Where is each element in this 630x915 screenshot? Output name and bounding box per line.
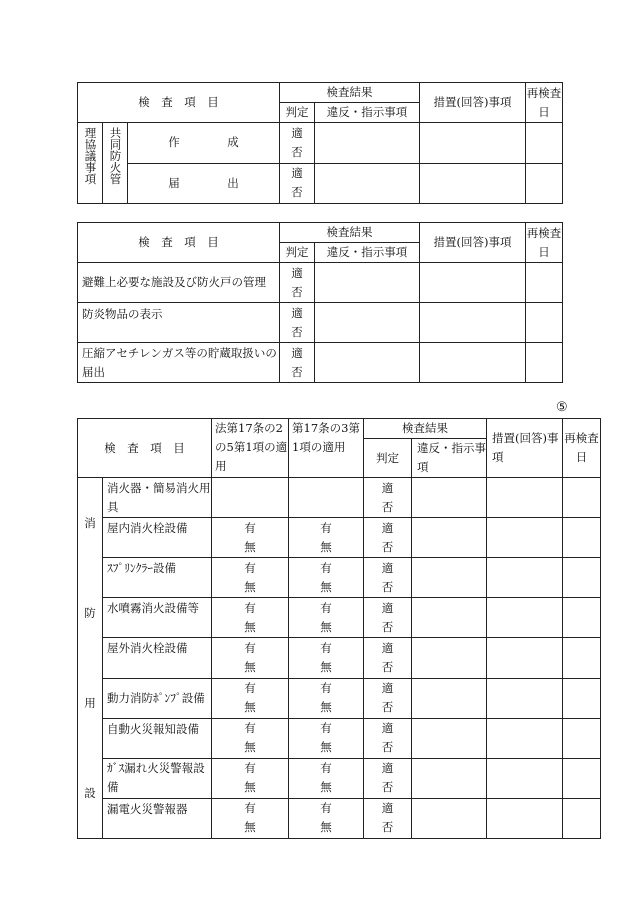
table-row bbox=[78, 758, 601, 798]
header-judgement: 判定 bbox=[280, 103, 315, 123]
law17-3-extinguisher bbox=[289, 478, 364, 518]
header-reinspection: 再検査日 bbox=[526, 83, 563, 123]
law17-5-cell: 有 無 bbox=[212, 598, 289, 638]
judgement-acetylene: 適 否 bbox=[280, 343, 315, 383]
reinspection-cell bbox=[563, 678, 601, 718]
header-violation: 違反・指示事項 bbox=[315, 103, 420, 123]
group-label-left-cell bbox=[78, 123, 103, 204]
header-result: 検査結果 bbox=[364, 419, 487, 439]
judgement-evacuation: 適 否 bbox=[280, 263, 315, 303]
reinspection-acetylene bbox=[526, 343, 563, 383]
header-law17-5: 法第17条の2の5第1項の適用 bbox=[212, 419, 289, 478]
law17-5-cell: 有 無 bbox=[212, 558, 289, 598]
reinspection-cell bbox=[563, 558, 601, 598]
table-fire-equipment bbox=[77, 418, 601, 839]
header-violation: 違反・指示事項 bbox=[412, 439, 487, 478]
violation-cell bbox=[412, 518, 487, 558]
judgement-cell: 適 否 bbox=[364, 798, 412, 838]
reinspection-create bbox=[526, 123, 563, 164]
item-extinguisher: 消火器・簡易消火用具 bbox=[103, 478, 212, 518]
measures-cell bbox=[487, 718, 563, 758]
measures-cell bbox=[487, 678, 563, 718]
reinspection-cell bbox=[563, 598, 601, 638]
law17-5-cell: 有 無 bbox=[212, 758, 289, 798]
table-row bbox=[78, 798, 601, 838]
item-acetylene: 圧縮アセチレンガス等の貯蔵取扱いの届出 bbox=[78, 343, 280, 383]
law17-5-extinguisher bbox=[212, 478, 289, 518]
item-power-pump: 動力消防ﾎﾟﾝﾌﾟ設備 bbox=[103, 678, 212, 718]
header-measures: 措置(回答)事項 bbox=[420, 223, 526, 263]
group-label-cell bbox=[78, 478, 103, 839]
reinspection-notify bbox=[526, 163, 563, 204]
law17-5-cell: 有 無 bbox=[212, 678, 289, 718]
law17-3-cell: 有 無 bbox=[289, 678, 364, 718]
judgement-cell: 適 否 bbox=[364, 718, 412, 758]
measures-acetylene bbox=[420, 343, 526, 383]
reinspection-cell bbox=[563, 718, 601, 758]
judgement-cell: 適 否 bbox=[364, 558, 412, 598]
group-label-char: 防 bbox=[84, 605, 96, 620]
header-judgement: 判定 bbox=[364, 439, 412, 478]
measures-cell bbox=[487, 798, 563, 838]
header-measures: 措置(回答)事項 bbox=[487, 419, 563, 478]
law17-5-cell: 有 無 bbox=[212, 638, 289, 678]
item-auto-fire-alarm: 自動火災報知設備 bbox=[103, 718, 212, 758]
item-outdoor-hydrant: 屋外消火栓設備 bbox=[103, 638, 212, 678]
group-label-char: 設 bbox=[84, 785, 96, 800]
violation-create bbox=[315, 123, 420, 164]
law17-3-cell: 有 無 bbox=[289, 638, 364, 678]
judgement-cell: 適 否 bbox=[364, 638, 412, 678]
table-row bbox=[78, 718, 601, 758]
group-label-char: 用 bbox=[84, 695, 96, 710]
law17-3-cell: 有 無 bbox=[289, 598, 364, 638]
group-label-right: 共同防火管 bbox=[108, 127, 123, 185]
header-item: 検 査 項 目 bbox=[78, 419, 212, 478]
judgement-create: 適 否 bbox=[280, 123, 315, 164]
law17-5-cell: 有 無 bbox=[212, 798, 289, 838]
reinspection-flame-retardant bbox=[526, 303, 563, 343]
header-result: 検査結果 bbox=[280, 83, 420, 103]
violation-cell bbox=[412, 718, 487, 758]
reinspection-cell bbox=[563, 758, 601, 798]
table-row bbox=[78, 598, 601, 638]
item-create: 作 成 bbox=[128, 123, 280, 164]
header-measures: 措置(回答)事項 bbox=[420, 83, 526, 123]
header-item: 検 査 項 目 bbox=[78, 223, 280, 263]
group-label-char: 消 bbox=[84, 515, 96, 530]
measures-create bbox=[420, 123, 526, 164]
measures-cell bbox=[487, 478, 563, 518]
item-evacuation: 避難上必要な施設及び防火戸の管理 bbox=[78, 263, 280, 303]
measures-notify bbox=[420, 163, 526, 204]
judgement-cell: 適 否 bbox=[364, 758, 412, 798]
reinspection-cell bbox=[563, 638, 601, 678]
reinspection-cell bbox=[563, 478, 601, 518]
table-row bbox=[78, 518, 601, 558]
measures-cell bbox=[487, 638, 563, 678]
violation-cell bbox=[412, 558, 487, 598]
item-sprinkler: ｽﾌﾟﾘﾝｸﾗｰ設備 bbox=[103, 558, 212, 598]
item-flame-retardant: 防炎物品の表示 bbox=[78, 303, 280, 343]
judgement-notify: 適 否 bbox=[280, 163, 315, 204]
item-earth-leakage-alarm: 漏電火災警報器 bbox=[103, 798, 212, 838]
table-row bbox=[78, 678, 601, 718]
law17-3-cell: 有 無 bbox=[289, 558, 364, 598]
reinspection-cell bbox=[563, 798, 601, 838]
header-violation: 違反・指示事項 bbox=[315, 243, 420, 263]
violation-cell bbox=[412, 678, 487, 718]
judgement-cell: 適 否 bbox=[364, 678, 412, 718]
violation-flame-retardant bbox=[315, 303, 420, 343]
header-item: 検 査 項 目 bbox=[78, 83, 280, 123]
measures-cell bbox=[487, 758, 563, 798]
table-row bbox=[78, 558, 601, 598]
law17-5-cell: 有 無 bbox=[212, 518, 289, 558]
header-reinspection: 再検査日 bbox=[563, 419, 601, 478]
item-indoor-hydrant: 屋内消火栓設備 bbox=[103, 518, 212, 558]
violation-cell bbox=[412, 478, 487, 518]
measures-evacuation bbox=[420, 263, 526, 303]
header-law17-3: 第17条の3第1項の適用 bbox=[289, 419, 364, 478]
violation-notify bbox=[315, 163, 420, 204]
item-water-spray: 水噴霧消火設備等 bbox=[103, 598, 212, 638]
law17-3-cell: 有 無 bbox=[289, 798, 364, 838]
law17-3-cell: 有 無 bbox=[289, 718, 364, 758]
table-row bbox=[78, 478, 601, 518]
law17-3-cell: 有 無 bbox=[289, 758, 364, 798]
item-notify: 届 出 bbox=[128, 163, 280, 204]
group-label-left: 理協議事項 bbox=[83, 127, 98, 185]
item-gas-leak-alarm: ｶﾞｽ漏れ火災警報設備 bbox=[103, 758, 212, 798]
measures-cell bbox=[487, 598, 563, 638]
header-reinspection: 再検査日 bbox=[526, 223, 563, 263]
judgement-extinguisher: 適 否 bbox=[364, 478, 412, 518]
reinspection-cell bbox=[563, 518, 601, 558]
measures-cell bbox=[487, 558, 563, 598]
judgement-cell: 適 否 bbox=[364, 598, 412, 638]
page-marker: ⑤ bbox=[556, 400, 568, 415]
table-evacuation-items bbox=[77, 222, 563, 383]
violation-evacuation bbox=[315, 263, 420, 303]
table-row bbox=[78, 638, 601, 678]
violation-acetylene bbox=[315, 343, 420, 383]
violation-cell bbox=[412, 758, 487, 798]
judgement-cell: 適 否 bbox=[364, 518, 412, 558]
violation-cell bbox=[412, 798, 487, 838]
group-label-right-cell bbox=[103, 123, 128, 204]
violation-cell bbox=[412, 638, 487, 678]
violation-cell bbox=[412, 598, 487, 638]
measures-flame-retardant bbox=[420, 303, 526, 343]
judgement-flame-retardant: 適 否 bbox=[280, 303, 315, 343]
header-result: 検査結果 bbox=[280, 223, 420, 243]
table-joint-fire-management bbox=[77, 82, 563, 204]
law17-3-cell: 有 無 bbox=[289, 518, 364, 558]
reinspection-evacuation bbox=[526, 263, 563, 303]
measures-cell bbox=[487, 518, 563, 558]
header-judgement: 判定 bbox=[280, 243, 315, 263]
law17-5-cell: 有 無 bbox=[212, 718, 289, 758]
